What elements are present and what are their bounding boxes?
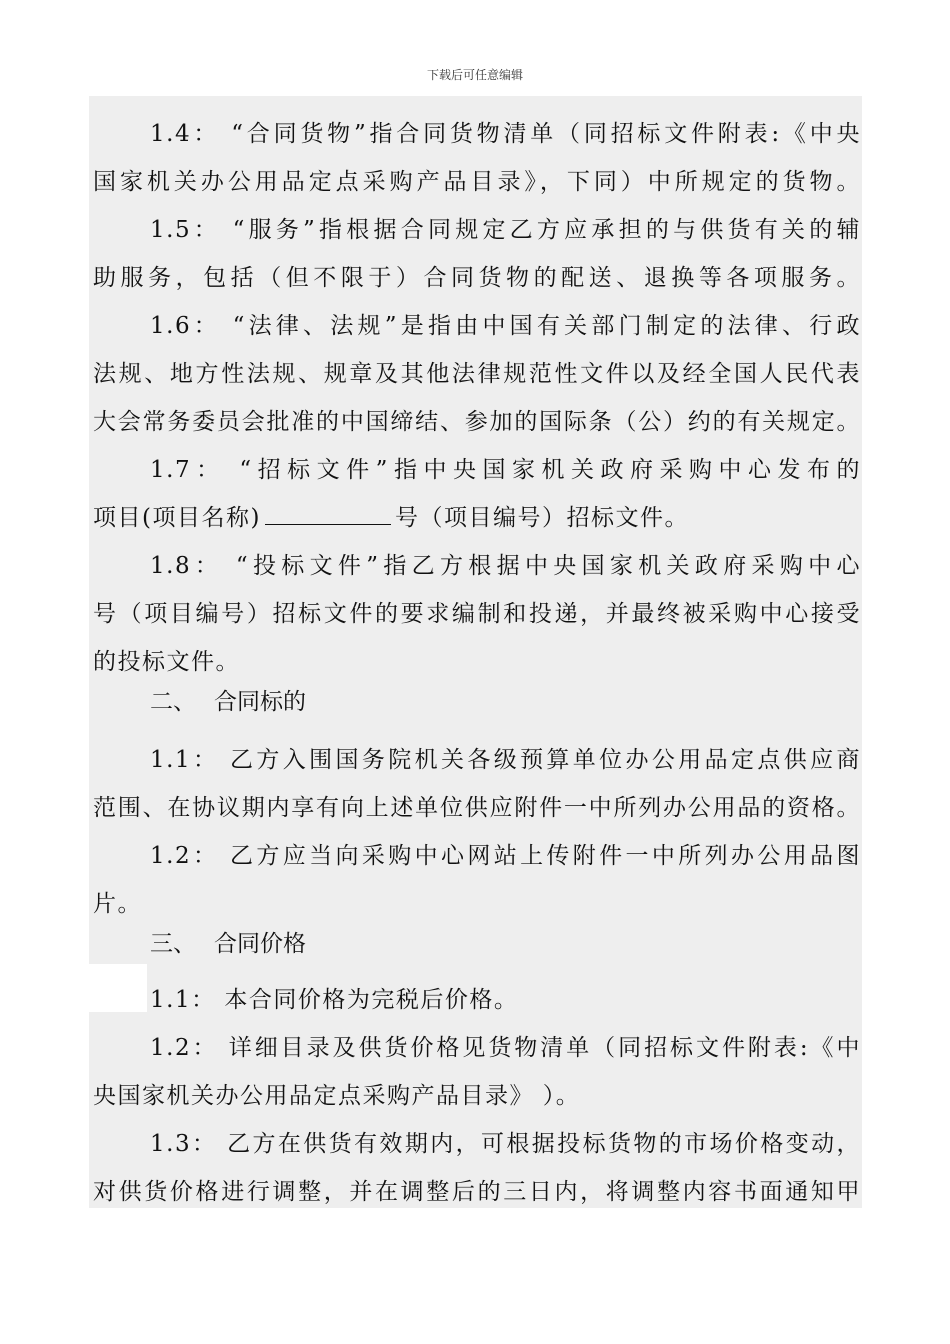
section-title: 合同价格 [214, 931, 306, 957]
section-heading [150, 924, 861, 964]
project-number-text: 号（项目编号）招标文件。 [394, 505, 689, 531]
paragraph-line: 1.5： “服务”指根据合同规定乙方应承担的与供货有关的辅 [150, 217, 861, 243]
paragraph-line: 国家机关办公用品定点采购产品目录》，下同）中所规定的货物。 [93, 169, 861, 195]
paragraph-line: 1.6： “法律、法规”是指由中国有关部门制定的法律、行政 [150, 313, 861, 339]
paragraph-line: 央国家机关办公用品定点采购产品目录》 ）。 [93, 1083, 581, 1109]
paragraph-line: 1.2： 详细目录及供货价格见货物清单（同招标文件附表:《中 [150, 1035, 861, 1061]
paragraph-line: 对供货价格进行调整，并在调整后的三日内，将调整内容书面通知甲 [93, 1179, 861, 1205]
paragraph-line: 助服务，包括（但不限于）合同货物的配送、退换等各项服务。 [93, 265, 861, 291]
paragraph-line: 的投标文件。 [93, 649, 240, 675]
section-title: 合同标的 [214, 689, 306, 715]
paragraph-line: 1.4： “合同货物”指合同货物清单（同招标文件附表:《中央 [150, 121, 861, 147]
paragraph-line: 片。 [93, 891, 142, 917]
paragraph-line: 范围、在协议期内享有向上述单位供应附件一中所列办公用品的资格。 [93, 795, 861, 821]
paragraph-line: 1.2： 乙方应当向采购中心网站上传附件一中所列办公用品图 [150, 843, 861, 869]
paragraph-line: 号（项目编号）招标文件的要求编制和投递，并最终被采购中心接受 [93, 601, 861, 627]
section-heading [150, 682, 861, 722]
paragraph-line: 1.7： “招标文件”指中央国家机关政府采购中心发布的 [150, 457, 861, 483]
watermark-text: 下载后可任意编辑 [426, 68, 523, 82]
project-name-label: 项目(项目名称) [93, 505, 261, 531]
paragraph-line: 法规、地方性法规、规章及其他法律规范性文件以及经全国人民代表 [93, 361, 861, 387]
paragraph-line: 1.1： 本合同价格为完税后价格。 [150, 987, 519, 1013]
paragraph-line: 1.8： “投标文件”指乙方根据中央国家机关政府采购中心 [150, 553, 861, 579]
paragraph-line: 大会常务委员会批准的中国缔结、参加的国际条（公）约的有关规定。 [93, 409, 861, 435]
fill-in-blank [265, 500, 391, 525]
section-number: 三、 [150, 931, 196, 957]
section-number: 二、 [150, 689, 196, 715]
paragraph-line: 1.1： 乙方入围国务院机关各级预算单位办公用品定点供应商 [150, 747, 861, 773]
paragraph-line: 1.3： 乙方在供货有效期内，可根据投标货物的市场价格变动， [150, 1131, 861, 1157]
paragraph-line [93, 498, 861, 538]
